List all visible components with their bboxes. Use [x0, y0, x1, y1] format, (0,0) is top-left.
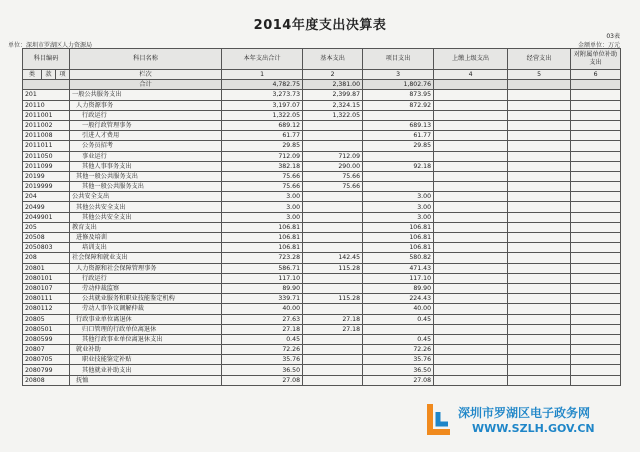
row-code: 20110 — [23, 100, 70, 110]
row-subsidy — [571, 334, 621, 344]
row-name: 归口管理的行政单位离退休 — [70, 324, 222, 334]
col-6: 6 — [571, 70, 621, 80]
row-basic — [303, 345, 363, 355]
row-subsidy — [571, 273, 621, 283]
table-row — [23, 253, 621, 263]
row-code: 2080501 — [23, 324, 70, 334]
row-upper — [434, 222, 508, 232]
table-row — [23, 365, 621, 375]
row-project: 61.77 — [363, 131, 434, 141]
row-total: 3.00 — [222, 192, 303, 202]
row-upper — [434, 263, 508, 273]
row-project: 106.81 — [363, 222, 434, 232]
row-business — [508, 192, 571, 202]
row-basic — [303, 355, 363, 365]
row-subsidy — [571, 324, 621, 334]
row-upper — [434, 90, 508, 100]
row-upper — [434, 355, 508, 365]
row-name: 一般公共服务支出 — [70, 90, 222, 100]
row-project: 106.81 — [363, 243, 434, 253]
row-upper — [434, 273, 508, 283]
row-name: 教育支出 — [70, 222, 222, 232]
row-code: 20499 — [23, 202, 70, 212]
row-business — [508, 324, 571, 334]
row-name: 抚恤 — [70, 375, 222, 385]
row-business — [508, 171, 571, 181]
row-upper — [434, 375, 508, 385]
site-logo — [424, 398, 620, 442]
row-business — [508, 131, 571, 141]
row-code: 20801 — [23, 263, 70, 273]
row-business — [508, 233, 571, 243]
row-basic: 115.28 — [303, 263, 363, 273]
row-subsidy — [571, 263, 621, 273]
row-subsidy — [571, 120, 621, 130]
row-basic — [303, 273, 363, 283]
table-row — [23, 202, 621, 212]
row-subsidy — [571, 355, 621, 365]
row-code: 2049901 — [23, 212, 70, 222]
row-name: 其他行政事业单位离退休支出 — [70, 334, 222, 344]
row-basic — [303, 131, 363, 141]
row-subsidy — [571, 283, 621, 293]
row-basic — [303, 283, 363, 293]
row-code: 2080112 — [23, 304, 70, 314]
row-project: 92.18 — [363, 161, 434, 171]
row-project — [363, 324, 434, 334]
table-row — [23, 182, 621, 192]
row-business — [508, 100, 571, 110]
row-total: 106.81 — [222, 222, 303, 232]
row-total: 40.00 — [222, 304, 303, 314]
table-row — [23, 222, 621, 232]
row-business — [508, 253, 571, 263]
row-business — [508, 273, 571, 283]
row-basic: 712.09 — [303, 151, 363, 161]
row-upper — [434, 161, 508, 171]
row-project: 117.10 — [363, 273, 434, 283]
row-upper — [434, 324, 508, 334]
table-row — [23, 110, 621, 120]
row-project: 3.00 — [363, 212, 434, 222]
row-total: 27.08 — [222, 375, 303, 385]
row-total: 723.28 — [222, 253, 303, 263]
row-business — [508, 202, 571, 212]
row-name: 其他就业补助支出 — [70, 365, 222, 375]
row-total: 3,273.73 — [222, 90, 303, 100]
row-basic: 290.00 — [303, 161, 363, 171]
total-basic: 2,381.00 — [303, 80, 363, 90]
row-project: 0.45 — [363, 334, 434, 344]
row-upper — [434, 171, 508, 181]
table-row — [23, 334, 621, 344]
row-project: 89.90 — [363, 283, 434, 293]
row-business — [508, 263, 571, 273]
table-row — [23, 151, 621, 161]
row-total: 27.63 — [222, 314, 303, 324]
header-basic: 基本支出 — [303, 49, 363, 70]
col-5: 5 — [508, 70, 571, 80]
header-kuan: 款 — [42, 70, 56, 80]
row-code: 2019999 — [23, 182, 70, 192]
row-code: 2011002 — [23, 120, 70, 130]
table-row — [23, 314, 621, 324]
row-project: 72.26 — [363, 345, 434, 355]
row-project: 3.00 — [363, 202, 434, 212]
row-basic — [303, 120, 363, 130]
row-code: 201 — [23, 90, 70, 100]
row-upper — [434, 345, 508, 355]
header-business: 经营支出 — [508, 49, 571, 70]
table-row — [23, 283, 621, 293]
row-name: 事业运行 — [70, 151, 222, 161]
row-subsidy — [571, 161, 621, 171]
row-code: 208 — [23, 253, 70, 263]
row-project: 106.81 — [363, 233, 434, 243]
row-business — [508, 90, 571, 100]
row-upper — [434, 100, 508, 110]
table-row — [23, 355, 621, 365]
row-upper — [434, 110, 508, 120]
total-label: 合计 — [70, 80, 222, 90]
row-total: 586.71 — [222, 263, 303, 273]
row-total: 689.12 — [222, 120, 303, 130]
row-basic — [303, 233, 363, 243]
row-basic: 142.45 — [303, 253, 363, 263]
row-total: 382.18 — [222, 161, 303, 171]
row-project: 471.43 — [363, 263, 434, 273]
row-subsidy — [571, 243, 621, 253]
table-number: 03表 — [606, 33, 620, 40]
row-name: 行政运行 — [70, 273, 222, 283]
row-business — [508, 355, 571, 365]
row-project: 872.92 — [363, 100, 434, 110]
total-project: 1,802.76 — [363, 80, 434, 90]
row-project: 0.45 — [363, 314, 434, 324]
row-basic — [303, 202, 363, 212]
row-code: 2011001 — [23, 110, 70, 120]
table-row — [23, 233, 621, 243]
row-total: 72.26 — [222, 345, 303, 355]
row-business — [508, 334, 571, 344]
row-code: 2011099 — [23, 161, 70, 171]
row-name: 培训支出 — [70, 243, 222, 253]
row-upper — [434, 151, 508, 161]
row-subsidy — [571, 212, 621, 222]
report-title: 2014年度支出决算表 — [253, 18, 387, 33]
row-subsidy — [571, 141, 621, 151]
row-upper — [434, 253, 508, 263]
table-row — [23, 171, 621, 181]
row-business — [508, 120, 571, 130]
row-project: 29.85 — [363, 141, 434, 151]
row-code: 20508 — [23, 233, 70, 243]
row-total: 3.00 — [222, 202, 303, 212]
table-row — [23, 263, 621, 273]
row-upper — [434, 283, 508, 293]
row-business — [508, 243, 571, 253]
row-code: 20807 — [23, 345, 70, 355]
row-name: 行政事业单位离退休 — [70, 314, 222, 324]
row-project: 224.43 — [363, 294, 434, 304]
table-row — [23, 212, 621, 222]
row-project — [363, 110, 434, 120]
row-code: 2011011 — [23, 141, 70, 151]
row-subsidy — [571, 90, 621, 100]
row-code: 2080101 — [23, 273, 70, 283]
header-project: 项目支出 — [363, 49, 434, 70]
row-basic: 2,399.87 — [303, 90, 363, 100]
row-subsidy — [571, 171, 621, 181]
row-code: 2011050 — [23, 151, 70, 161]
row-business — [508, 304, 571, 314]
row-subsidy — [571, 151, 621, 161]
logo-mark-icon — [424, 400, 454, 438]
row-project — [363, 182, 434, 192]
row-name: 行政运行 — [70, 110, 222, 120]
row-upper — [434, 120, 508, 130]
row-basic: 27.18 — [303, 324, 363, 334]
logo-text: 深圳市罗湖区电子政务网 — [458, 406, 591, 420]
row-code: 20805 — [23, 314, 70, 324]
row-total: 3,197.07 — [222, 100, 303, 110]
table-row — [23, 294, 621, 304]
row-project: 27.08 — [363, 375, 434, 385]
row-basic — [303, 243, 363, 253]
column-index-row — [23, 70, 621, 80]
row-project: 40.00 — [363, 304, 434, 314]
row-total: 3.00 — [222, 212, 303, 222]
row-name: 引进人才费用 — [70, 131, 222, 141]
row-total: 36.50 — [222, 365, 303, 375]
row-upper — [434, 141, 508, 151]
table-row — [23, 141, 621, 151]
row-total: 712.09 — [222, 151, 303, 161]
row-basic: 1,322.05 — [303, 110, 363, 120]
row-project — [363, 151, 434, 161]
row-total: 75.66 — [222, 182, 303, 192]
row-basic — [303, 192, 363, 202]
row-business — [508, 141, 571, 151]
header-row — [23, 49, 621, 70]
row-name: 职业技能鉴定补贴 — [70, 355, 222, 365]
row-subsidy — [571, 345, 621, 355]
row-code: 2080799 — [23, 365, 70, 375]
table-row — [23, 192, 621, 202]
row-upper — [434, 365, 508, 375]
table-row — [23, 345, 621, 355]
row-name: 其他公共安全支出 — [70, 212, 222, 222]
row-project: 3.00 — [363, 192, 434, 202]
row-business — [508, 151, 571, 161]
header-upper: 上缴上级支出 — [434, 49, 508, 70]
row-code: 2050803 — [23, 243, 70, 253]
row-project: 873.95 — [363, 90, 434, 100]
row-basic — [303, 304, 363, 314]
row-business — [508, 182, 571, 192]
col-2: 2 — [303, 70, 363, 80]
row-total: 35.76 — [222, 355, 303, 365]
row-upper — [434, 233, 508, 243]
row-total: 106.81 — [222, 243, 303, 253]
row-subsidy — [571, 192, 621, 202]
table-row — [23, 304, 621, 314]
row-basic — [303, 222, 363, 232]
table-row — [23, 131, 621, 141]
row-code: 2080111 — [23, 294, 70, 304]
row-business — [508, 365, 571, 375]
row-name: 公共就业服务和职业技能鉴定机构 — [70, 294, 222, 304]
row-subsidy — [571, 233, 621, 243]
row-code: 204 — [23, 192, 70, 202]
row-subsidy — [571, 365, 621, 375]
row-basic — [303, 365, 363, 375]
row-business — [508, 283, 571, 293]
row-project — [363, 171, 434, 181]
row-code: 20808 — [23, 375, 70, 385]
row-subsidy — [571, 131, 621, 141]
row-subsidy — [571, 100, 621, 110]
col-3: 3 — [363, 70, 434, 80]
row-name: 人力资源和社会保障管理事务 — [70, 263, 222, 273]
amount-unit: 金额单位：万元 — [577, 42, 620, 49]
row-total: 29.85 — [222, 141, 303, 151]
row-total: 1,322.05 — [222, 110, 303, 120]
table-row — [23, 273, 621, 283]
row-upper — [434, 334, 508, 344]
row-total: 61.77 — [222, 131, 303, 141]
table-row — [23, 100, 621, 110]
row-code: 2011008 — [23, 131, 70, 141]
row-subsidy — [571, 222, 621, 232]
row-subsidy — [571, 110, 621, 120]
col-1: 1 — [222, 70, 303, 80]
row-subsidy — [571, 294, 621, 304]
row-basic: 27.18 — [303, 314, 363, 324]
header-lei: 类 — [23, 70, 42, 80]
row-business — [508, 161, 571, 171]
row-business — [508, 222, 571, 232]
row-subsidy — [571, 304, 621, 314]
row-name: 公共安全支出 — [70, 192, 222, 202]
header-lanci: 栏次 — [70, 70, 222, 80]
row-name: 人力资源事务 — [70, 100, 222, 110]
row-basic — [303, 212, 363, 222]
row-total: 0.45 — [222, 334, 303, 344]
row-subsidy — [571, 182, 621, 192]
header-name: 科目名称 — [70, 49, 222, 70]
row-basic: 75.66 — [303, 182, 363, 192]
row-name: 社会保障和就业支出 — [70, 253, 222, 263]
row-name: 进修及培训 — [70, 233, 222, 243]
row-upper — [434, 294, 508, 304]
row-name: 公务员招考 — [70, 141, 222, 151]
row-basic: 2,324.15 — [303, 100, 363, 110]
row-basic — [303, 141, 363, 151]
table-row — [23, 324, 621, 334]
row-business — [508, 110, 571, 120]
row-total: 89.90 — [222, 283, 303, 293]
row-subsidy — [571, 253, 621, 263]
table-row — [23, 243, 621, 253]
table-row — [23, 375, 621, 385]
row-basic — [303, 375, 363, 385]
row-upper — [434, 314, 508, 324]
row-upper — [434, 202, 508, 212]
reporting-unit: 单位：深圳市罗湖区人力资源局 — [8, 42, 93, 49]
row-project: 35.76 — [363, 355, 434, 365]
header-xiang: 项 — [56, 70, 70, 80]
row-total: 27.18 — [222, 324, 303, 334]
row-total: 106.81 — [222, 233, 303, 243]
row-basic: 115.28 — [303, 294, 363, 304]
row-name: 劳动仲裁监察 — [70, 283, 222, 293]
row-upper — [434, 304, 508, 314]
row-total: 117.10 — [222, 273, 303, 283]
expenditure-table — [22, 48, 621, 386]
total-row — [23, 80, 621, 90]
row-upper — [434, 243, 508, 253]
row-code: 2080107 — [23, 283, 70, 293]
row-name: 其他人事事务支出 — [70, 161, 222, 171]
row-total: 75.66 — [222, 171, 303, 181]
header-code: 科目编码 — [23, 49, 70, 70]
row-name: 其他公共安全支出 — [70, 202, 222, 212]
row-total: 339.71 — [222, 294, 303, 304]
row-upper — [434, 182, 508, 192]
row-basic — [303, 334, 363, 344]
row-business — [508, 212, 571, 222]
row-business — [508, 345, 571, 355]
row-code: 20199 — [23, 171, 70, 181]
row-code: 2080705 — [23, 355, 70, 365]
row-basic: 75.66 — [303, 171, 363, 181]
row-name: 就业补助 — [70, 345, 222, 355]
row-project: 689.13 — [363, 120, 434, 130]
col-4: 4 — [434, 70, 508, 80]
row-name: 其他一般公共服务支出 — [70, 182, 222, 192]
table-row — [23, 90, 621, 100]
row-name: 其他一般公共服务支出 — [70, 171, 222, 181]
row-upper — [434, 192, 508, 202]
row-code: 205 — [23, 222, 70, 232]
logo-url: WWW.SZLH.GOV.CN — [472, 422, 595, 435]
row-code: 2080599 — [23, 334, 70, 344]
row-subsidy — [571, 375, 621, 385]
table-row — [23, 161, 621, 171]
header-total: 本年支出合计 — [222, 49, 303, 70]
row-subsidy — [571, 202, 621, 212]
row-upper — [434, 131, 508, 141]
total-amount: 4,782.75 — [222, 80, 303, 90]
row-business — [508, 294, 571, 304]
row-project: 580.82 — [363, 253, 434, 263]
row-project: 36.50 — [363, 365, 434, 375]
row-business — [508, 314, 571, 324]
row-name: 劳动人事争议调解仲裁 — [70, 304, 222, 314]
row-business — [508, 375, 571, 385]
header-subsidy: 对附属单位补助支出 — [571, 49, 621, 70]
row-subsidy — [571, 314, 621, 324]
row-name: 一般行政管理事务 — [70, 120, 222, 130]
row-upper — [434, 212, 508, 222]
table-row — [23, 120, 621, 130]
